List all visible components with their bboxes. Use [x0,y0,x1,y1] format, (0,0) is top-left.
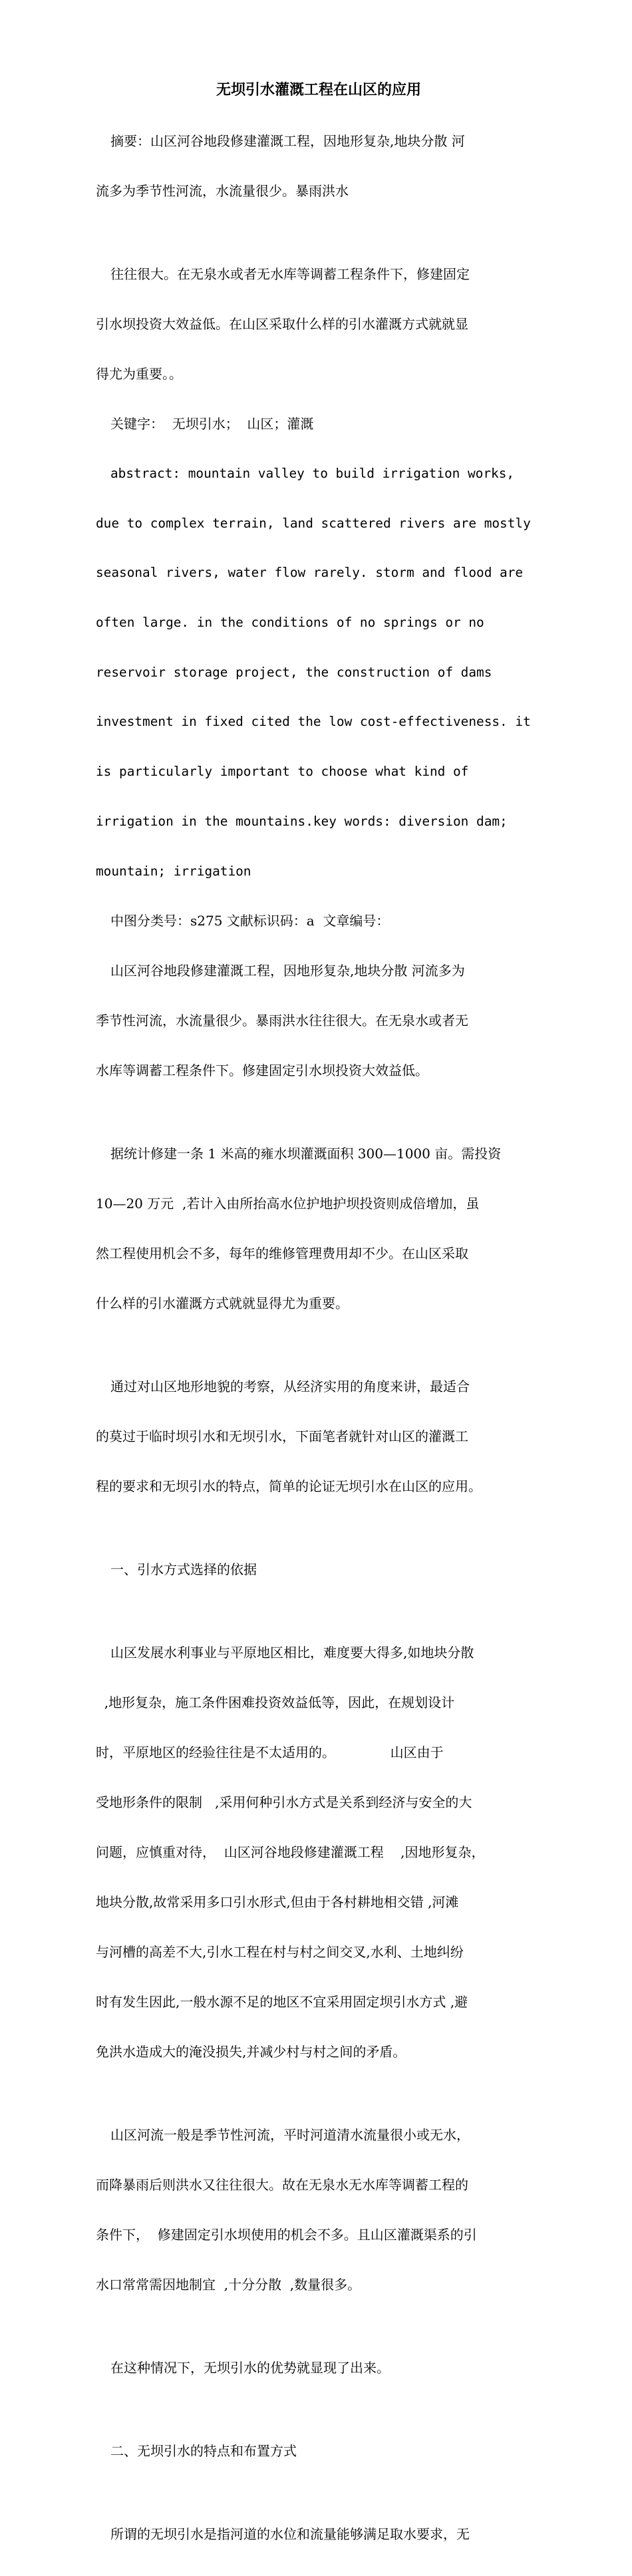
document-page [96,80,535,2576]
text-line: investment in fixed cited the low cost-effectiveness. it [96,714,531,730]
text-line: 的莫过于临时坝引水和无坝引水，下面笔者就针对山区的灌溉工 [96,1428,468,1445]
body-paragraph-3 [96,1345,535,1528]
text-line: 摘要：山区河谷地段修建灌溉工程，因地形复杂,地块分散 河 [110,133,465,149]
text-line: 什么样的引水灌溉方式就就显得尤为重要。 [96,1295,349,1312]
text-line: is particularly important to choose what kind of [96,764,469,780]
text-line: mountain; irrigation [96,863,251,879]
classification-line: 中图分类号：s275 文献标识码：a 文章编号： [110,913,390,929]
text-line: 二、无坝引水的特点和布置方式 [110,2443,297,2460]
text-line: 山区河谷地段修建灌溉工程，因地形复杂,地块分散 河流多为 [110,963,465,979]
text-line: due to complex terrain, land scattered rivers are mostly [96,515,531,531]
section-heading-2 [96,2410,535,2493]
keywords-line: 关键字： 无坝引水； 山区；灌溉 [110,416,314,432]
body-paragraph-6 [96,2327,535,2410]
text-line: 而降暴雨后则洪水又往往很大。故在无泉水无水库等调蓄工程的 [96,2177,468,2193]
body-paragraph-4 [96,1611,535,2094]
body-paragraph-5 [96,2094,535,2327]
page-title: 无坝引水灌溉工程在山区的应用 [216,81,421,98]
text-line: 免洪水造成大的淹没损失,并减少村与村之间的矛盾。 [96,2044,406,2060]
text-line: 一、引水方式选择的依据 [110,1561,257,1578]
text-line: 时有发生因此,一般水源不足的地区不宜采用固定坝引水方式 ,避 [96,1994,468,2011]
text-line: 山区发展水利事业与平原地区相比，难度要大得多,如地块分散 [110,1645,474,1661]
text-line: ,地形复杂，施工条件困难投资效益低等，因此，在规划设计 [96,1694,455,1711]
text-line: 季节性河流，水流量很少。暴雨洪水往往很大。在无泉水或者无 [96,1013,468,1029]
text-line: 往往很大。在无泉水或者无水库等调蓄工程条件下，修建固定 [110,266,470,282]
text-line: 时，平原地区的经验往往是不太适用的。 山区由于 [96,1744,444,1761]
text-line: seasonal rivers, water flow rarely. storm and flood are [96,565,524,581]
text-line: 问题，应慎重对待， 山区河谷地段修建灌溉工程 ,因地形复杂， [96,1844,485,1861]
text-line: 山区河流一般是季节性河流，平时河道清水流量很小或无水， [110,2127,470,2144]
abstract-continuation [96,233,535,416]
text-line: 与河槽的高差不大,引水工程在村与村之间交叉,水利、土地纠纷 [96,1944,464,1961]
text-line: 程的要求和无坝引水的特点，简单的论证无坝引水在山区的应用。 [96,1478,482,1495]
text-line: often large. in the conditions of no springs or no [96,614,484,630]
text-line: 10—20 万元 ,若计入由所抬高水位护地护坝投资则成倍增加，虽 [96,1196,480,1212]
text-line: 在这种情况下，无坝引水的优势就显现了出来。 [110,2360,390,2376]
abstract-paragraph [96,100,535,233]
body-paragraph-7 [96,2493,535,2576]
text-line: 得尤为重要。。 [96,366,182,382]
text-line: irrigation in the mountains.key words: diversion dam; [96,813,508,829]
text-line: 所谓的无坝引水是指河道的水位和流量能够满足取水要求，无 [110,2526,470,2543]
text-line: 地块分散,故常采用多口引水形式,但由于各村耕地相交错 ,河滩 [96,1894,459,1911]
text-line: 然工程使用机会不多，每年的维修管理费用却不少。在山区采取 [96,1245,468,1262]
body-paragraph-1 [96,929,535,1112]
text-line: 条件下， 修建固定引水坝使用的机会不多。且山区灌溉渠系的引 [96,2227,477,2243]
text-line: reservoir storage project, the construction of dams [96,664,492,680]
section-heading-1 [96,1528,535,1611]
text-line: abstract: mountain valley to build irrigation works, [110,465,515,481]
text-line: 流多为季节性河流，水流量很少。暴雨洪水 [96,183,349,199]
body-paragraph-2 [96,1112,535,1345]
text-line: 水口常常需因地制宜 ,十分分散 ,数量很多。 [96,2277,361,2293]
text-line: 水库等调蓄工程条件下。修建固定引水坝投资大效益低。 [96,1062,428,1079]
text-line: 引水坝投资大效益低。在山区采取什么样的引水灌溉方式就就显 [96,316,468,332]
text-line: 据统计修建一条 1 米高的雍水坝灌溉面积 300—1000 亩。需投资 [110,1146,502,1162]
text-line: 通过对山区地形地貌的考察，从经济实用的角度来讲，最适合 [110,1378,470,1395]
text-line: 受地形条件的限制 ,采用何种引水方式是关系到经济与安全的大 [96,1794,472,1811]
english-abstract [96,432,535,913]
